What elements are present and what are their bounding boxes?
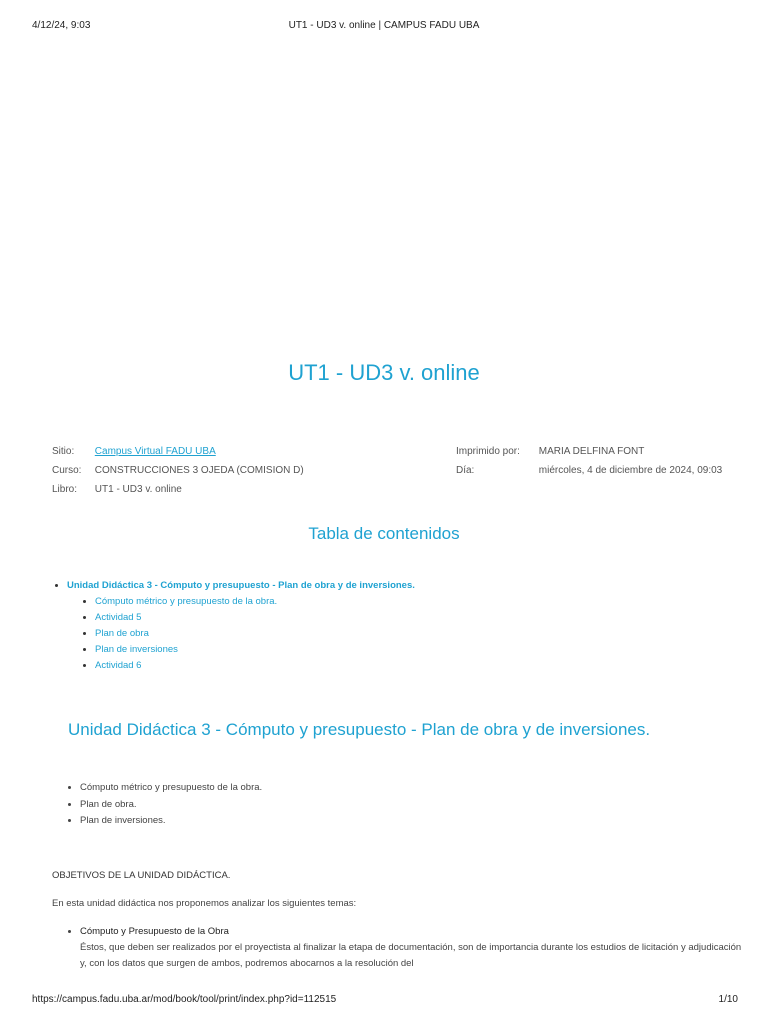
- topic-body: Éstos, que deben ser realizados por el proyectista al finalizar la etapa de documentación, son de importancia durante los estudios de licitación y adjudicación y, con los datos que surgen de ambos, podremos abocarnos a la resolución del: [80, 942, 742, 969]
- topic-item: [80, 924, 750, 972]
- meta-label: Día:: [456, 465, 475, 476]
- meta-value: miércoles, 4 de diciembre de 2024, 09:03: [538, 465, 723, 476]
- toc-link-actividad-5[interactable]: Actividad 5: [95, 612, 142, 623]
- chapter-title: Unidad Didáctica 3 - Cómputo y presupuesto - Plan de obra y de inversiones.: [68, 720, 651, 739]
- toc-item: [95, 610, 415, 626]
- list-item: • Cómputo métrico y presupuesto de la obra.: [80, 780, 262, 797]
- meta-value: UT1 - UD3 v. online: [94, 484, 182, 495]
- table-of-contents: [52, 578, 415, 674]
- toc-main-item: [67, 578, 415, 674]
- meta-label: Sitio:: [52, 446, 75, 457]
- meta-row-day: [456, 465, 722, 484]
- print-datetime: 4/12/24, 9:03: [32, 20, 91, 31]
- print-header: [0, 20, 768, 34]
- topic-title: • Cómputo y Presupuesto de la Obra: [80, 926, 229, 937]
- list-item: • Plan de inversiones.: [80, 813, 262, 830]
- toc-link-computo[interactable]: Cómputo métrico y presupuesto de la obra.: [95, 596, 278, 607]
- meta-row-book: [52, 484, 304, 503]
- meta-value: MARIA DELFINA FONT: [538, 446, 645, 457]
- toc-link-plan-de-inversiones[interactable]: Plan de inversiones: [95, 644, 178, 655]
- meta-row-course: [52, 465, 304, 484]
- meta-label: Imprimido por:: [456, 446, 520, 457]
- toc-item: [95, 658, 415, 674]
- list-item: • Plan de obra.: [80, 797, 262, 814]
- toc-title: Tabla de contenidos: [308, 524, 460, 543]
- topics-list: [52, 924, 750, 972]
- toc-item: [95, 626, 415, 642]
- page-number: 1/10: [718, 994, 738, 1005]
- print-page-title: UT1 - UD3 v. online | CAMPUS FADU UBA: [288, 20, 480, 31]
- meta-label: Curso:: [52, 465, 82, 476]
- site-link[interactable]: Campus Virtual FADU UBA: [94, 446, 216, 457]
- objectives-heading: OBJETIVOS DE LA UNIDAD DIDÁCTICA.: [52, 870, 231, 881]
- toc-link-actividad-6[interactable]: Actividad 6: [95, 660, 142, 671]
- book-meta-right: [456, 446, 722, 484]
- chapter-summary-list: [52, 780, 262, 830]
- meta-row-printed-by: [456, 446, 722, 465]
- toc-item: [95, 594, 415, 610]
- print-url: https://campus.fadu.uba.ar/mod/book/tool/print/index.php?id=112515: [32, 994, 337, 1005]
- book-meta-left: [52, 446, 304, 503]
- toc-link-plan-de-obra[interactable]: Plan de obra: [95, 628, 149, 639]
- toc-sublist: [67, 594, 415, 674]
- meta-label: Libro:: [52, 484, 78, 495]
- meta-value: CONSTRUCCIONES 3 OJEDA (COMISION D): [94, 465, 304, 476]
- meta-row-site: [52, 446, 304, 465]
- objectives-intro: En esta unidad didáctica nos proponemos analizar los siguientes temas:: [52, 898, 357, 909]
- toc-item: [95, 642, 415, 658]
- book-title: UT1 - UD3 v. online: [288, 360, 480, 385]
- toc-main-link[interactable]: Unidad Didáctica 3 - Cómputo y presupuesto - Plan de obra y de inversiones.: [67, 580, 415, 591]
